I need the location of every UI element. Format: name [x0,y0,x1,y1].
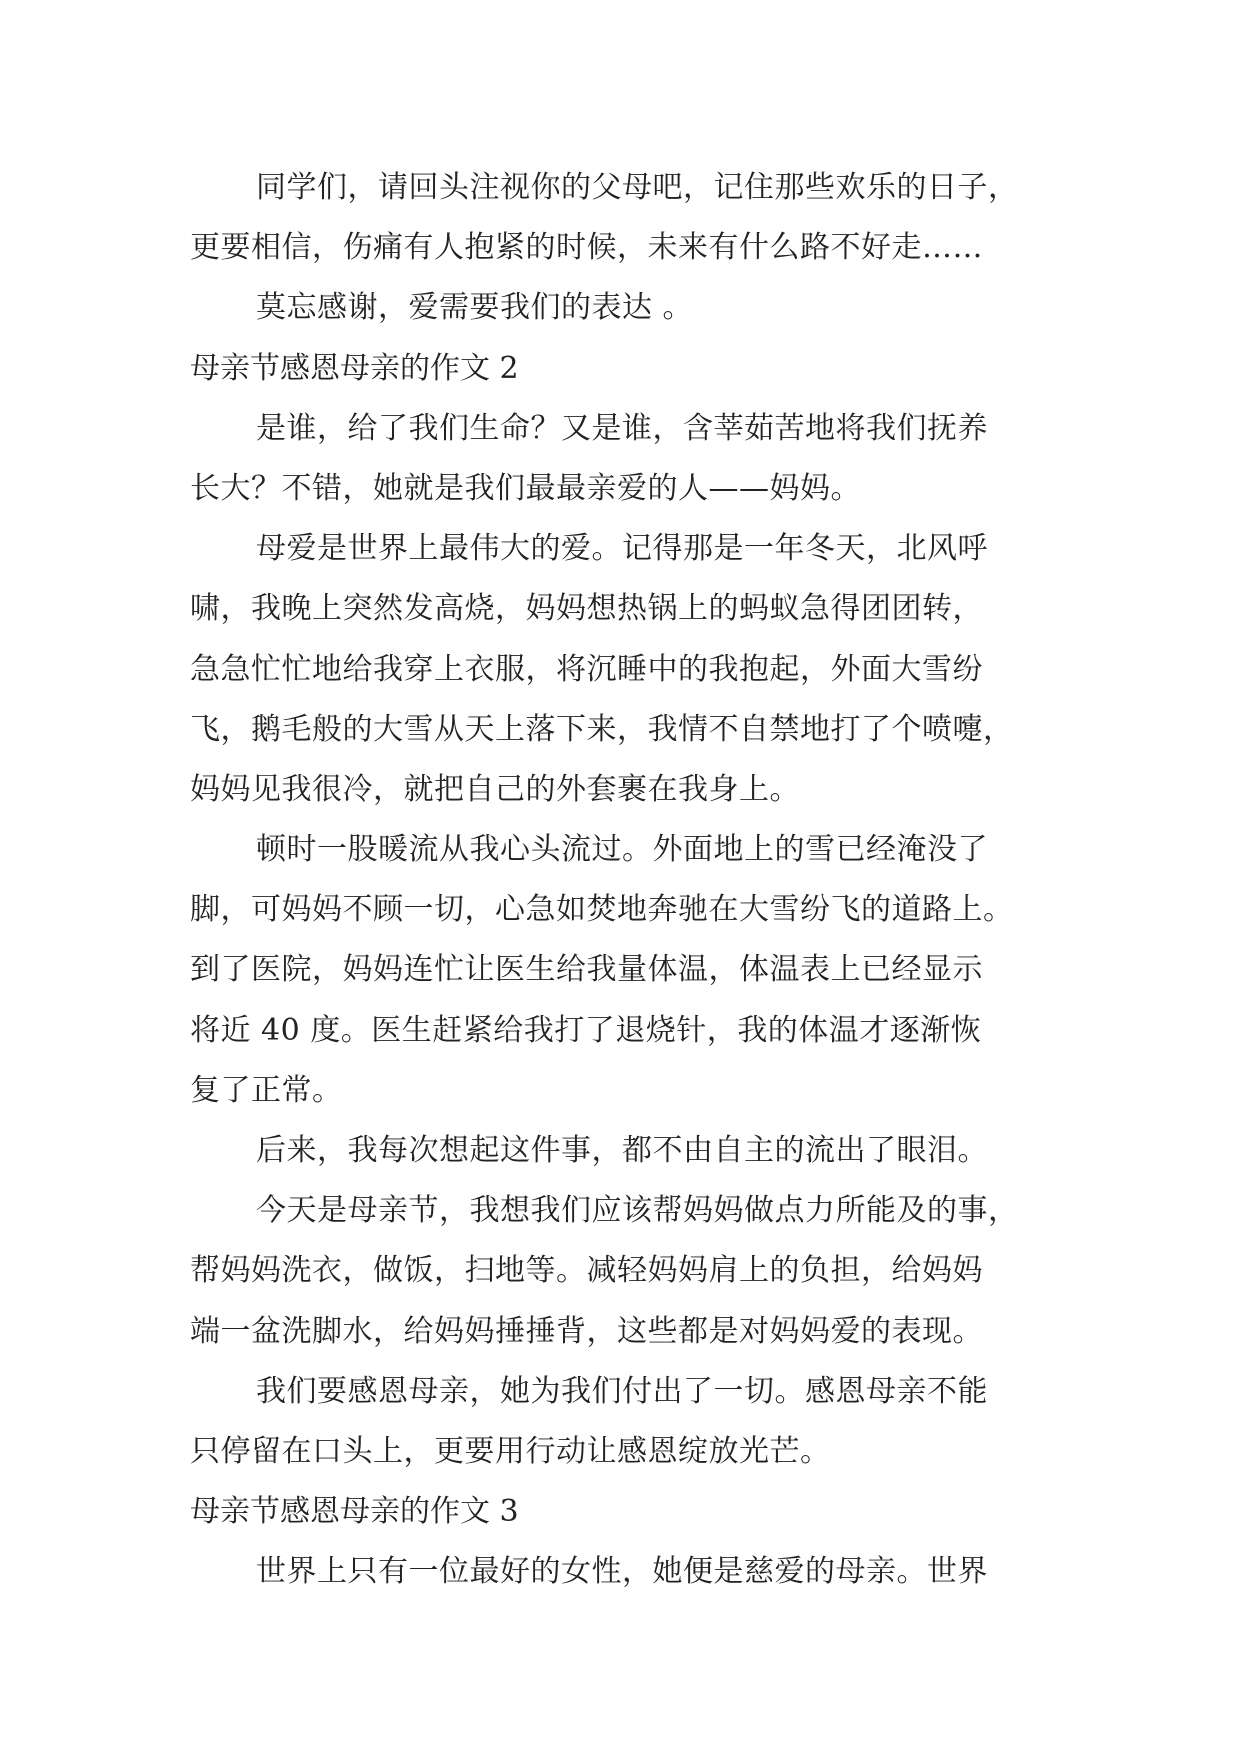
text-line: 同学们，请回头注视你的父母吧，记住那些欢乐的日子， [256,170,1019,205]
text-line: 只停留在口头上，更要用行动让感恩绽放光芒。 [190,1433,831,1469]
text-line: 帮妈妈洗衣，做饭，扫地等。减轻妈妈肩上的负担，给妈妈 [190,1253,983,1289]
text-line: 急急忙忙地给我穿上衣服，将沉睡中的我抱起，外面大雪纷 [190,651,983,687]
text-line: 母爱是世界上最伟大的爱。记得那是一年冬天，北风呼 [256,531,988,567]
text-line: 世界上只有一位最好的女性，她便是慈爱的母亲。世界 [256,1554,988,1590]
text-line: 我们要感恩母亲，她为我们付出了一切。感恩母亲不能 [256,1373,988,1409]
text-line: 将近 40 度。医生赶紧给我打了退烧针，我的体温才逐渐恢 [190,1012,982,1048]
text-line: 脚，可妈妈不顾一切，心急如焚地奔驰在大雪纷飞的道路上。 [190,892,1014,928]
section-heading: 母亲节感恩母亲的作文 3 [190,1494,519,1530]
text-line: 端一盆洗脚水，给妈妈捶捶背，这些都是对妈妈爱的表现。 [190,1313,983,1349]
text-line: 复了正常。 [190,1072,343,1108]
section-heading: 母亲节感恩母亲的作文 2 [190,350,519,386]
text-line: 是谁，给了我们生命？又是谁，含莘茹苦地将我们抚养 [256,410,988,446]
text-line: 到了医院，妈妈连忙让医生给我量体温，体温表上已经显示 [190,952,983,988]
text-line: 长大？不错，她就是我们最最亲爱的人——妈妈。 [190,470,861,506]
text-line: 今天是母亲节，我想我们应该帮妈妈做点力所能及的事， [256,1193,1019,1229]
document-body [190,158,1070,1603]
text-line: 妈妈见我很冷，就把自己的外套裹在我身上。 [190,771,800,807]
text-line: 后来，我每次想起这件事，都不由自主的流出了眼泪。 [256,1133,988,1168]
text-line: 更要相信，伤痛有人抱紧的时候，未来有什么路不好走…… [190,230,983,266]
text-line: 啸，我晚上突然发高烧，妈妈想热锅上的蚂蚁急得团团转， [190,591,983,627]
text-line: 顿时一股暖流从我心头流过。外面地上的雪已经淹没了 [256,832,988,868]
text-line: 飞，鹅毛般的大雪从天上落下来，我情不自禁地打了个喷嚏， [190,711,1014,747]
text-line: 莫忘感谢，爱需要我们的表达 。 [256,290,694,326]
